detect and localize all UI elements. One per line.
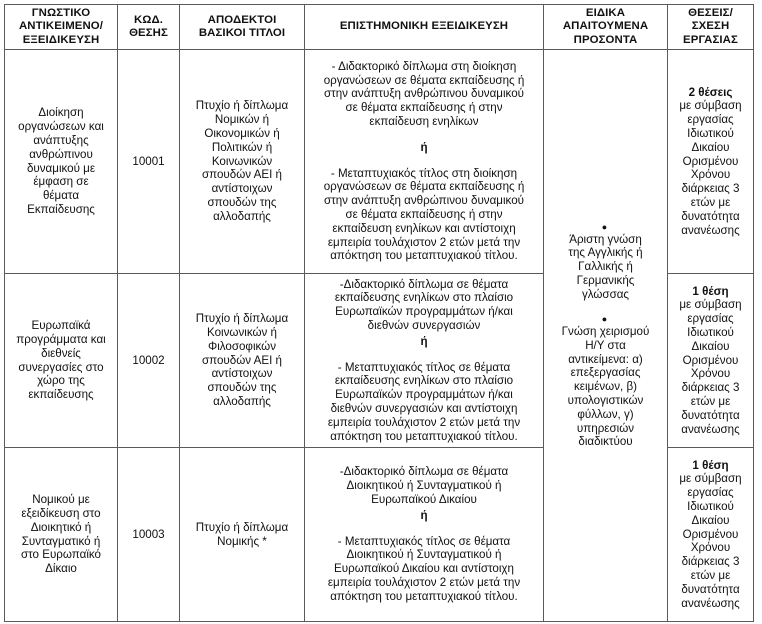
text-line: Ευρωπαϊκών προγραμμάτων ή/και <box>335 305 513 319</box>
text-line: Δίκαιο <box>45 562 77 576</box>
text-line: δυναμικού με <box>26 161 96 175</box>
positions-count: 1 θέση <box>692 284 729 298</box>
text-line: εκπαίδευσης ενηλίκων στο πλαίσιο <box>334 291 514 305</box>
text-line: οργανώσεων σε θέματα εκπαίδευσης ή <box>323 180 525 194</box>
text-line: εξειδίκευση στο <box>21 506 101 520</box>
text-line: διεθνών συνεργασιών <box>367 319 481 333</box>
text-line: Ιδιωτικού <box>687 500 734 514</box>
text-line: Δικαίου <box>691 339 730 353</box>
requirement-computer-skills <box>547 314 664 449</box>
text-line: εκπαίδευση ενηλίκων και αντίστοιχη <box>332 221 516 235</box>
header-subject <box>5 5 118 50</box>
masters-requirement <box>308 167 540 263</box>
position-code: 10002 <box>132 353 165 367</box>
table-row <box>5 50 754 274</box>
text-line: σε θέματα εκπαίδευσης ή στην <box>345 101 503 115</box>
text-line: Νομικών ή <box>214 113 270 127</box>
text-line: Ευρωπαϊκού Δικαίου <box>371 493 477 507</box>
text-line: ΘΕΣΕΙΣ/ <box>688 7 733 20</box>
text-line: ετών με <box>690 394 731 408</box>
text-line: ΑΝΤΙΚΕΙΜΕΝΟ/ <box>18 20 104 33</box>
text-line: Κοινωνικών <box>211 154 273 168</box>
positions-cell <box>668 274 754 448</box>
code-cell <box>118 50 180 274</box>
text-line: σπουδών ΑΕΙ ή <box>201 168 283 182</box>
text-line: αλλοδαπής <box>213 209 271 223</box>
text-line: αντικείμενα: α) <box>568 352 643 366</box>
text-line: δυνατότητα <box>681 408 740 422</box>
text-line: ετών με <box>690 568 731 582</box>
text-line: εργασίας <box>687 312 734 326</box>
doctorate-requirement <box>308 60 540 129</box>
text-line: Ιδιωτικού <box>687 127 734 141</box>
header-requirements <box>544 5 668 50</box>
text-line: συνεργασίες στο <box>18 360 104 374</box>
text-line: σε θέματα εκπαίδευσης ή στην <box>345 207 503 221</box>
requirements-cell <box>544 50 668 622</box>
text-line: ανθρώπινου <box>29 147 93 161</box>
specialization-cell <box>305 50 544 274</box>
text-line: εμπειρία τουλάχιστον 2 ετών μετά την <box>327 575 521 589</box>
text-line: έμφαση σε <box>33 175 89 189</box>
text-line: εργασίας <box>687 486 734 500</box>
text-line: διάρκειας 3 <box>681 555 740 569</box>
specialization-cell <box>305 274 544 448</box>
text-line: ετών με <box>690 195 731 209</box>
text-line: Συνταγματικό ή <box>21 534 101 548</box>
text-line: -Διδακτορικό δίπλωμα σε θέματα <box>339 465 509 479</box>
text-line: στην ανάπτυξη ανθρώπινου δυναμικού <box>324 87 524 101</box>
subject-cell <box>5 274 118 448</box>
bullet-icon: ● <box>601 221 608 232</box>
text-line: επεξεργασίας <box>570 366 641 380</box>
text-line: Πτυχίο ή δίπλωμα <box>195 520 289 534</box>
text-line: Ιδιωτικού <box>687 326 734 340</box>
text-line: ανάπτυξης <box>33 133 89 147</box>
code-cell <box>118 448 180 622</box>
text-line: διεθνών συνεργασιών και αντίστοιχη <box>330 401 518 415</box>
text-line: ανανέωσης <box>681 223 740 237</box>
contract-terms <box>671 99 750 237</box>
text-line: εργασίας <box>687 113 734 127</box>
positions-cell <box>668 50 754 274</box>
text-line: σπουδών της <box>207 381 277 395</box>
header-positions <box>668 5 754 50</box>
text-line: Πτυχίο ή δίπλωμα <box>195 99 289 113</box>
header-degrees <box>180 5 305 50</box>
text-line: με σύμβαση <box>679 99 742 113</box>
text-line: εκπαίδευσης ενηλίκων στο πλαίσιο <box>334 374 514 388</box>
text-line: με σύμβαση <box>679 472 742 486</box>
positions-count: 1 θέση <box>692 458 729 472</box>
text-line: ΕΙΔΙΚΑ <box>585 7 626 20</box>
text-line: Διοικητικού ή Συνταγματικού ή <box>346 479 502 493</box>
text-line: ΕΡΓΑΣΙΑΣ <box>683 33 738 46</box>
text-line: αντίστοιχων <box>211 182 273 196</box>
text-line: ΒΑΣΙΚΟΙ ΤΙΤΛΟΙ <box>198 27 286 39</box>
text-line: απόκτηση του μεταπτυχιακού τίτλου. <box>330 589 518 603</box>
text-line: ΚΩΔ. <box>133 13 164 26</box>
text-line: εκπαίδευσης <box>28 388 94 402</box>
text-line: Πολιτικών ή <box>211 140 273 154</box>
text-line: Γαλλικής ή <box>578 260 633 274</box>
text-line: Χρόνου <box>690 168 731 182</box>
text-line: οργανώσεων και <box>18 120 104 134</box>
text-line: ανανέωσης <box>681 596 740 610</box>
text-line: οργανώσεων σε θέματα εκπαίδευσης ή <box>323 73 525 87</box>
text-line: αλλοδαπής <box>213 394 271 408</box>
text-line: κειμένων, β) <box>573 380 637 394</box>
text-line: Ορισμένου <box>682 527 739 541</box>
text-line: Νομικής * <box>217 534 267 548</box>
text-line: απόκτηση του μεταπτυχιακού τίτλου. <box>330 429 518 443</box>
text-line: υπηρεσιών <box>576 421 635 435</box>
text-line: ● Γνώση χειρισμού <box>547 314 664 338</box>
text-line: εκπαίδευση ενηλίκων <box>369 115 479 129</box>
text-line: Διοικητικού ή Συνταγματικού ή <box>346 548 502 562</box>
header-code <box>118 5 180 50</box>
text-line: Κοινωνικών ή <box>206 326 277 340</box>
text-line: ΓΝΩΣΤΙΚΟ <box>31 7 91 20</box>
text-line: ΘΕΣΗΣ <box>129 27 168 39</box>
specialization-cell <box>305 448 544 622</box>
masters-requirement <box>308 361 540 444</box>
text-line: στο Ευρωπαϊκό <box>20 548 101 562</box>
text-line: Ορισμένου <box>682 154 739 168</box>
text-line: δυνατότητα <box>681 209 740 223</box>
text-line: Δικαίου <box>691 513 730 527</box>
text-line: προγράμματα και <box>16 332 106 346</box>
text-line: Γερμανικής <box>576 273 635 287</box>
or-separator: ή <box>420 334 428 348</box>
text-line: ΕΞΕΙΔΙΚΕΥΣΗ <box>22 33 100 46</box>
text-line: Ευρωπαϊκών προγραμμάτων ή/και <box>335 388 513 402</box>
text-line: γλώσσας <box>581 287 630 301</box>
text-line: ● Άριστη γνώση <box>547 222 664 246</box>
text-line: απόκτηση του μεταπτυχιακού τίτλου. <box>330 249 518 263</box>
text-line: - Μεταπτυχιακός τίτλος σε θέματα <box>337 534 511 548</box>
text-line: σπουδών ΑΕΙ ή <box>201 353 283 367</box>
text-line: Χρόνου <box>690 541 731 555</box>
text-line: Διοικητικό ή <box>30 520 92 534</box>
doctorate-requirement <box>308 278 540 333</box>
degrees-cell <box>180 50 305 274</box>
position-code: 10001 <box>132 154 165 168</box>
text-line: αντίστοιχων <box>211 367 273 381</box>
text-line: Πτυχίο ή δίπλωμα <box>195 312 289 326</box>
text-line: ΑΠΟΔΕΚΤΟΙ <box>207 13 277 26</box>
text-line: της Αγγλικής ή <box>568 246 643 260</box>
or-separator: ή <box>420 508 428 522</box>
subject-cell <box>5 448 118 622</box>
text-line: - Μεταπτυχιακός τίτλος στη διοίκηση <box>330 166 518 180</box>
code-cell <box>118 274 180 448</box>
text-line: με σύμβαση <box>679 298 742 312</box>
text-line: Η/Υ στα <box>585 338 626 352</box>
or-separator: ή <box>420 140 428 154</box>
text-line: Νομικού με <box>32 493 90 507</box>
text-line: Διοίκηση <box>38 106 84 120</box>
text-line: -Διδακτορικό δίπλωμα σε θέματα <box>339 277 509 291</box>
text-line: Φιλοσοφικών <box>207 339 277 353</box>
text-line: ανανέωσης <box>681 422 740 436</box>
text-line: ΑΠΑΙΤΟΥΜΕΝΑ <box>562 20 649 33</box>
text-line: Δικαίου <box>691 140 730 154</box>
text-line: Ορισμένου <box>682 353 739 367</box>
text-line: Ευρωπαϊκά <box>31 319 91 333</box>
text-line: χώρο της <box>37 374 85 388</box>
text-line: Οικονομικών ή <box>204 127 280 141</box>
text-line: ΣΧΕΣΗ <box>691 20 730 33</box>
degrees-cell <box>180 448 305 622</box>
text-line: σπουδών της <box>207 195 277 209</box>
text-line: - Μεταπτυχιακός τίτλος σε θέματα <box>337 360 511 374</box>
text-line: θέματα <box>42 189 80 203</box>
text-line: - Διδακτορικό δίπλωμα στη διοίκηση <box>331 59 517 73</box>
contract-terms <box>671 298 750 436</box>
text-line: υπολογιστικών <box>567 394 644 408</box>
bullet-icon: ● <box>601 314 608 325</box>
positions-count: 2 θέσεις <box>688 85 733 99</box>
header-row <box>5 5 754 50</box>
text-line: διεθνείς <box>41 346 81 360</box>
doctorate-requirement <box>308 465 540 506</box>
text-line: Εκπαίδευσης <box>27 202 95 216</box>
position-code: 10003 <box>132 527 165 541</box>
text-line: εμπειρία τουλάχιστον 2 ετών μετά την <box>327 415 521 429</box>
text-line: διαδικτύου <box>578 435 633 449</box>
text-line: ΕΠΙΣΤΗΜΟΝΙΚΗ ΕΞΕΙΔΙΚΕΥΣΗ <box>339 20 509 33</box>
masters-requirement <box>308 535 540 604</box>
requirement-language <box>547 222 664 302</box>
degrees-cell <box>180 274 305 448</box>
text-line: διάρκειας 3 <box>681 381 740 395</box>
positions-table <box>4 4 754 622</box>
text-line: στην ανάπτυξη ανθρώπινου δυναμικού <box>324 194 524 208</box>
subject-cell <box>5 50 118 274</box>
text-line: Χρόνου <box>690 367 731 381</box>
text-line: διάρκειας 3 <box>681 182 740 196</box>
text-line: δυνατότητα <box>681 582 740 596</box>
text-line: Ευρωπαϊκού Δικαίου και αντίστοιχη <box>334 562 514 576</box>
positions-cell <box>668 448 754 622</box>
contract-terms <box>671 472 750 610</box>
header-specialization <box>305 5 544 50</box>
text-line: ΠΡΟΣΟΝΤΑ <box>573 33 638 46</box>
text-line: εμπειρία τουλάχιστον 2 ετών μετά την <box>327 235 521 249</box>
text-line: φύλλων, γ) <box>577 407 634 421</box>
